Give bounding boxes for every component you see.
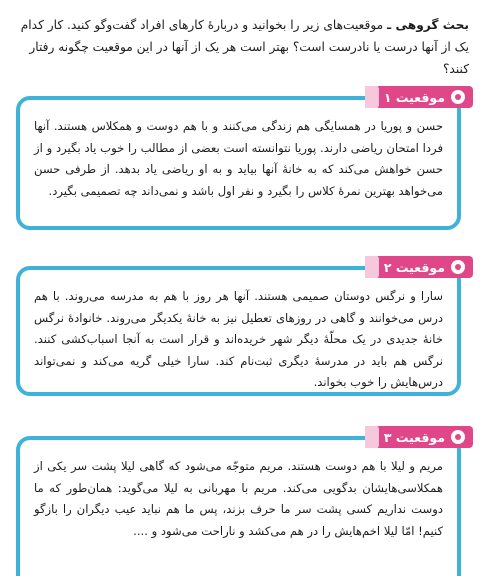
intro-text: موقعیت‌های زیر را بخوانید و دربارهٔ کارهای افراد گفت‌وگو کنید. کار کدام یک از آنها درست یا نادرست است؟ بهتر است هر یک از آنها در این موقعیت چگونه رفتار کنند؟ <box>20 18 469 76</box>
situation-label-2: موقعیت ۲ <box>383 259 445 275</box>
situation-text-2: سارا و نرگس دوستان صمیمی هستند. آنها هر روز با هم به مدرسه می‌روند. با هم درس می‌خوانند و گاهی در روزهای تعطیل نیز به خانهٔ یکدیگر می‌روند. خانوادهٔ نرگس خانهٔ جدیدی در یک محلّهٔ دیگر شهر خریده‌اند و قرار است به آنجا اسباب‌کشی کنند. نرگس هم باید در مدرسهٔ دیگری ثبت‌نام کند. سارا خیلی گریه می‌کند و نمی‌تواند درس‌هایش را خوب بخواند. <box>34 289 443 389</box>
situation-tab-1 <box>375 86 473 108</box>
circle-bullet-icon <box>451 260 465 274</box>
situation-label-3: موقعیت ۳ <box>383 429 445 445</box>
situation-label-1: موقعیت ۱ <box>383 89 445 105</box>
situation-tab-2 <box>375 256 473 278</box>
intro-paragraph <box>16 14 469 80</box>
situation-card-3 <box>16 436 461 576</box>
situation-tab-3 <box>375 426 473 448</box>
circle-bullet-icon <box>451 90 465 104</box>
circle-bullet-icon <box>451 430 465 444</box>
situation-text-1: حسن و پوریا در همسایگی هم زندگی می‌کنند و با هم دوست و همکلاس هستند. آنها فردا امتحان ریاضی دارند. پوریا نتوانسته است بعضی از مطالب را خوب یاد بگیرد و از حسن خواهش می‌کند که به خانهٔ آنها بیاید و به او ریاضی یاد بدهد. از طرفی حسن می‌خواهد بهترین نمرهٔ کلاس را بگیرد و نفر اول باشد و نمی‌داند چه تصمیمی بگیرد. <box>34 119 443 198</box>
situation-text-3: مریم و لیلا با هم دوست هستند. مریم متوجّه می‌شود که گاهی لیلا پشت سر یکی از همکلاسی‌هایشان بدگویی می‌کند. مریم با مهربانی به لیلا می‌گوید: همان‌طور که ما دوست نداریم کسی پشت سر ما حرف بزند، پس ما هم نباید عیب دیگران را بازگو کنیم! امّا لیلا اخم‌هایش را در هم می‌کشد و ناراحت می‌شود و .... <box>34 459 443 538</box>
situation-card-1 <box>16 96 461 230</box>
situation-card-2 <box>16 266 461 396</box>
intro-heading: بحث گروهی ـ <box>387 18 469 32</box>
